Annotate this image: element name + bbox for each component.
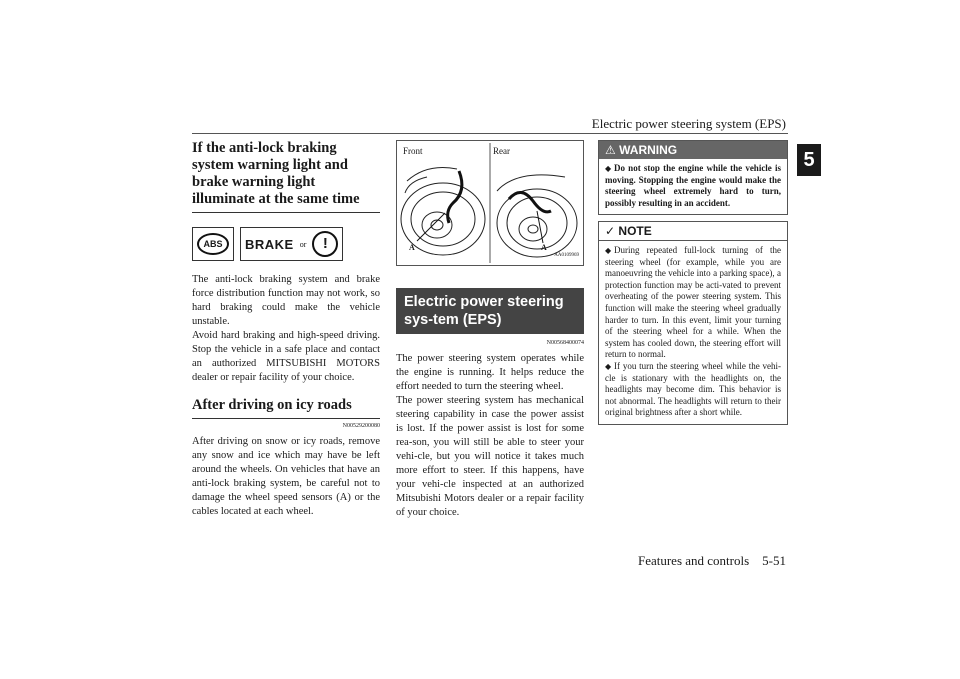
icy-roads-paragraph: After driving on snow or icy roads, remove any snow and ice which may have be left around the wheels. On vehicles that have an anti-lock braking system, be careful not to damage the wheel speed sensors (A) or the cables located at each wheel. xyxy=(192,436,380,517)
section-heading-eps: Electric power steering sys-tem (EPS) xyxy=(396,288,584,334)
warning-label: WARNING xyxy=(619,143,678,157)
eps-paragraph-2: The power steering system has mechanical steering capability in case the power assist is lost. If the power assist is lost for some rea-son, you will still be able to steer your vehi-cle, but you will notice it takes much more effort to steer. If this happens, have your vehi-cle inspected at an authorized Mitsubishi Motors dealer or a repair facility of your choice. xyxy=(396,395,584,518)
section-code: N00529200080 xyxy=(342,423,380,429)
eps-paragraph-1: The power steering system operates while the engine is running. It helps reduce the effort needed to turn the steering wheel. xyxy=(396,353,584,392)
wheel-sensor-illustration xyxy=(397,141,583,265)
note-item xyxy=(605,361,781,419)
abs-light-box xyxy=(192,227,234,261)
warning-lights-row xyxy=(192,227,380,261)
warning-triangle-icon: ⚠ xyxy=(605,143,616,157)
wheel-sensor-figure xyxy=(396,140,584,266)
brake-warning-icon: BRAKE xyxy=(245,236,294,252)
brake-light-box xyxy=(240,227,343,261)
eps-section-code: N00568400074 xyxy=(546,340,584,346)
note-label: NOTE xyxy=(618,224,652,238)
warning-text: Do not stop the engine while the vehicle is moving. Stopping the engine would make the steering wheel extremely hard to turn, possibly resulting in an accident. xyxy=(605,163,781,208)
figure-code: AA0109969 xyxy=(554,253,579,258)
figure-label-front: Front xyxy=(403,146,423,156)
warning-header xyxy=(599,141,787,159)
warning-box xyxy=(598,140,788,215)
running-header-title: Electric power steering system (EPS) xyxy=(591,116,786,131)
column-left xyxy=(192,140,380,519)
bullet-icon: ◆ xyxy=(605,246,612,255)
figure-callout-a-rear: A xyxy=(541,243,547,252)
note-check-icon: ✓ xyxy=(605,224,616,238)
note-body xyxy=(599,241,787,424)
abs-paragraph-2: Avoid hard braking and high-speed driving. Stop the vehicle in a safe place and contact an authorized MITSUBISHI MOTORS dealer or repair facility of your choice. xyxy=(192,330,380,383)
chapter-tab: 5 xyxy=(797,144,821,176)
bullet-icon: ◆ xyxy=(605,361,612,371)
abs-paragraph-1: The anti-lock braking system and brake force distribution function may not work, so hard braking could make the vehicle unstable. xyxy=(192,274,380,327)
note-item-text: During repeated full-lock turning of the steering wheel (for example, while you are manoeuvring the vehicle into a parking space), a protection function may be acti-vated to prevent overheating of the power steering system. This function will make the steering wheel gradually harder to turn. In this event, limit your turning of the steering wheel for a while. When the system has cooled down, the steering effort will return to normal. xyxy=(605,245,781,360)
bullet-icon: ◆ xyxy=(605,164,612,173)
heading-rule xyxy=(192,212,380,213)
figure-callout-a-front: A xyxy=(409,243,415,252)
note-box xyxy=(598,221,788,425)
section-heading-icy-roads: After driving on icy roads xyxy=(192,397,352,413)
warning-body xyxy=(599,159,787,214)
header-rule xyxy=(192,133,788,134)
exclamation-warning-icon: ! xyxy=(312,231,338,257)
note-item xyxy=(605,245,781,361)
note-header xyxy=(599,222,787,241)
column-middle xyxy=(396,140,584,520)
page-footer: Features and controls 5-51 xyxy=(637,553,786,568)
abs-warning-icon: ABS xyxy=(197,233,229,255)
note-item-text: If you turn the steering wheel while the vehi-cle is stationary with the headlights on, the headlights may become dim. This behavior is not abnormal. The headlights will return to their original brightness after a short while. xyxy=(605,360,781,418)
figure-label-rear: Rear xyxy=(493,146,510,156)
icy-roads-heading-wrap xyxy=(192,397,380,419)
column-right xyxy=(598,140,788,425)
or-label: or xyxy=(299,239,307,249)
section-heading-abs-warning: If the anti-lock braking system warning light and brake warning light illuminate at the same time xyxy=(192,140,360,207)
